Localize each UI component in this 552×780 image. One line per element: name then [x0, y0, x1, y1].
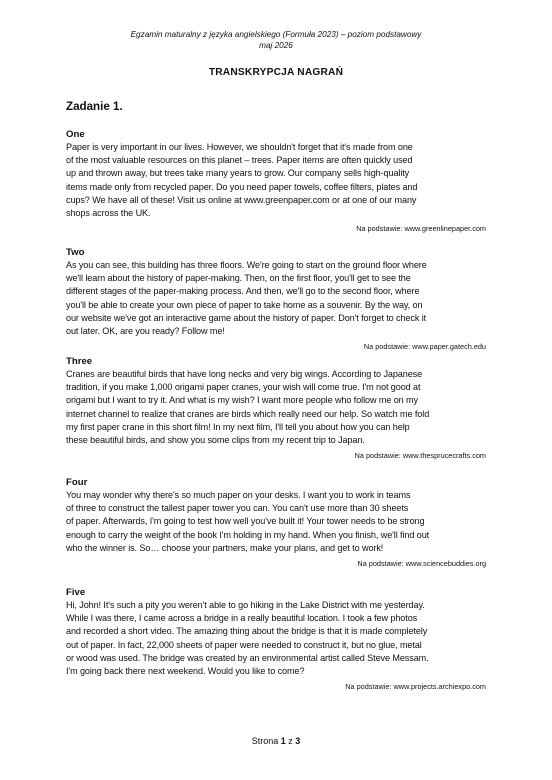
transcript-line: or wood was used. The bridge was created by an environmental artist called Steve Messam. — [66, 652, 429, 663]
page-number — [0, 736, 552, 746]
transcript-line: Cranes are beautiful birds that have long necks and very big wings. According to Japanese — [66, 369, 423, 379]
transcript-line: of paper. Afterwards, I'm going to test how well you've built it! Your tower needs to be strong — [66, 516, 425, 527]
page-current: 1 — [280, 736, 286, 746]
transcript-line: these beautiful birds, and show you some clips from my recent trip to Japan. — [66, 435, 365, 446]
section-heading: Two — [66, 247, 85, 258]
transcript-section — [66, 586, 494, 692]
transcript-section — [66, 355, 494, 461]
section-heading: Five — [66, 587, 86, 598]
transcript-line: our website we've got an interactive game about the history of paper. Don't forget to check it — [66, 312, 427, 323]
transcript-line: As you can see, this building has three floors. We're going to start on the ground floor where — [66, 260, 427, 270]
transcript-line: You may wonder why there's so much paper on your desks. I want you to work in teams — [66, 490, 411, 500]
transcript-section — [66, 246, 494, 352]
transcript-line: Hi, John! It's such a pity you weren't able to go hiking in the Lake District with me yesterday. — [66, 600, 425, 610]
transcript-line: who the winner is. So… choose your partners, make your plans, and get to work! — [66, 542, 384, 553]
exam-header-line2: maj 2026 — [259, 41, 293, 50]
transcript-line: shops across the UK. — [66, 208, 151, 219]
transcript-line: my first paper crane in this short film! In my next film, I'll tell you about how you can help — [66, 421, 410, 432]
transcript-line: While I was there, I came across a bridge in a really beautiful location. I took a few photos — [66, 613, 418, 624]
transcript-line: and recorded a short video. The amazing thing about the bridge is that it is made completely — [66, 626, 428, 637]
transcript-line: you'll be able to create your own piece of paper to take home as a souvenir. By the way, on — [66, 299, 423, 310]
section-heading: Three — [66, 356, 93, 367]
transcript-section — [66, 476, 494, 569]
page-separator: z — [288, 736, 293, 746]
page-total: 3 — [295, 736, 301, 746]
source-note: Na podstawie: www.thesprucecrafts.com — [354, 451, 486, 461]
transcript-line: enough to carry the weight of the book I'm holding in my hand. When you finish, we'll find out — [66, 529, 430, 540]
transcript-line: I'm going back there next weekend. Would you like to come? — [66, 666, 305, 677]
transcript-line: out later. OK, are you ready? Follow me! — [66, 326, 225, 337]
page-prefix: Strona — [251, 736, 279, 746]
section-heading: One — [66, 129, 85, 140]
transcript-line: origami but I want to try it. And what is my wish? I want more people who follow me on my — [66, 395, 418, 406]
task-heading: Zadanie 1. — [66, 100, 123, 113]
transcript-line: tradition, if you make 1,000 origami paper cranes, your wish will come true. I'm not good at — [66, 382, 421, 393]
source-note: Na podstawie: www.greenlinepaper.com — [356, 224, 486, 234]
transcript-line: internet channel to realize that cranes are birds which really need our help. So watch me fold — [66, 408, 430, 419]
exam-header-line1: Egzamin maturalny z języka angielskiego (Formuła 2023) – poziom podstawowy — [130, 30, 422, 39]
source-note: Na podstawie: www.paper.gatech.edu — [363, 342, 486, 352]
transcript-section — [66, 128, 494, 234]
transcript-line: items made only from recycled paper. Do you need paper towels, coffee filters, plates and — [66, 181, 418, 192]
transcript-line: of three to construct the tallest paper tower you can. You can't use more than 30 sheets — [66, 503, 409, 514]
transcript-line: up and thrown away, but trees take many years to grow. Our company sells high-quality — [66, 168, 410, 179]
page-title: TRANSKRYPCJA NAGRAŃ — [208, 67, 344, 78]
transcript-line: Paper is very important in our lives. However, we shouldn't forget that it's made from one — [66, 142, 413, 152]
transcript-line: of the most valuable resources on this planet – trees. Paper items are often quickly used — [66, 155, 413, 166]
exam-header — [0, 29, 552, 51]
transcript-line: different stages of the paper-making process. And then, we'll go to the second floor, where — [66, 286, 420, 297]
source-note: Na podstawie: www.sciencebuddies.org — [357, 559, 486, 569]
transcript-line: we'll learn about the history of paper-making. Then, on the first floor, you'll get to see the — [66, 273, 411, 284]
source-note: Na podstawie: www.projects.archiexpo.com — [345, 682, 486, 692]
transcript-line: cups? We have all of these! Visit us online at www.greenpaper.com or at one of our many — [66, 194, 417, 205]
section-heading: Four — [66, 477, 88, 488]
transcript-line: out of paper. In fact, 22,000 sheets of paper were needed to construct it, but no glue, metal — [66, 639, 422, 650]
